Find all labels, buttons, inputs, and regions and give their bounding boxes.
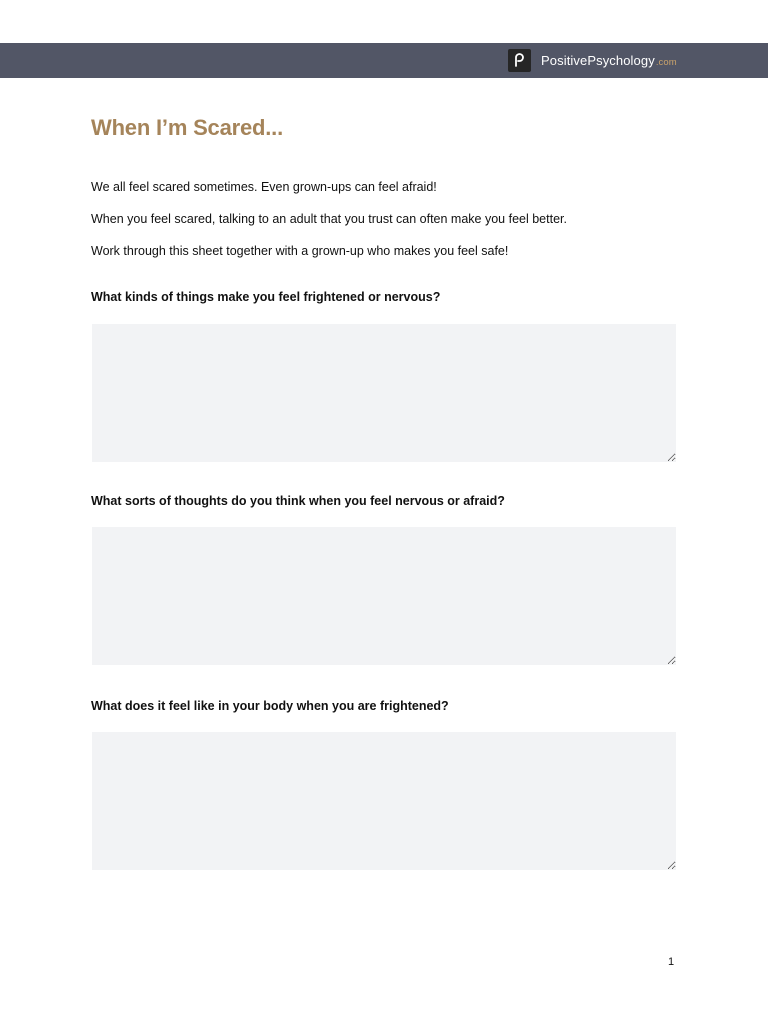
brand-name — [541, 53, 677, 68]
brand[interactable] — [508, 49, 677, 72]
question-3-label: What does it feel like in your body when you are frightened? — [91, 699, 449, 713]
question-3-answer-field[interactable] — [92, 732, 676, 870]
intro-line-3: Work through this sheet together with a grown-up who makes you feel safe! — [91, 244, 509, 258]
header-bar — [0, 43, 768, 78]
page-number: 1 — [668, 956, 675, 968]
page-title: When I’m Scared... — [91, 115, 284, 140]
intro-line-1: We all feel scared sometimes. Even grown-ups can feel afraid! — [91, 180, 437, 194]
brand-tld: .com — [655, 57, 677, 68]
question-2-answer-field[interactable] — [92, 527, 676, 665]
intro-line-2: When you feel scared, talking to an adult that you trust can often make you feel better. — [91, 212, 567, 226]
brand-name-text: PositivePsychology — [541, 53, 655, 68]
positive-psychology-logo-icon — [508, 49, 531, 72]
question-1-answer-field[interactable] — [92, 324, 676, 462]
question-2-label: What sorts of thoughts do you think when you feel nervous or afraid? — [91, 494, 505, 508]
question-1-label: What kinds of things make you feel frightened or nervous? — [91, 290, 441, 304]
